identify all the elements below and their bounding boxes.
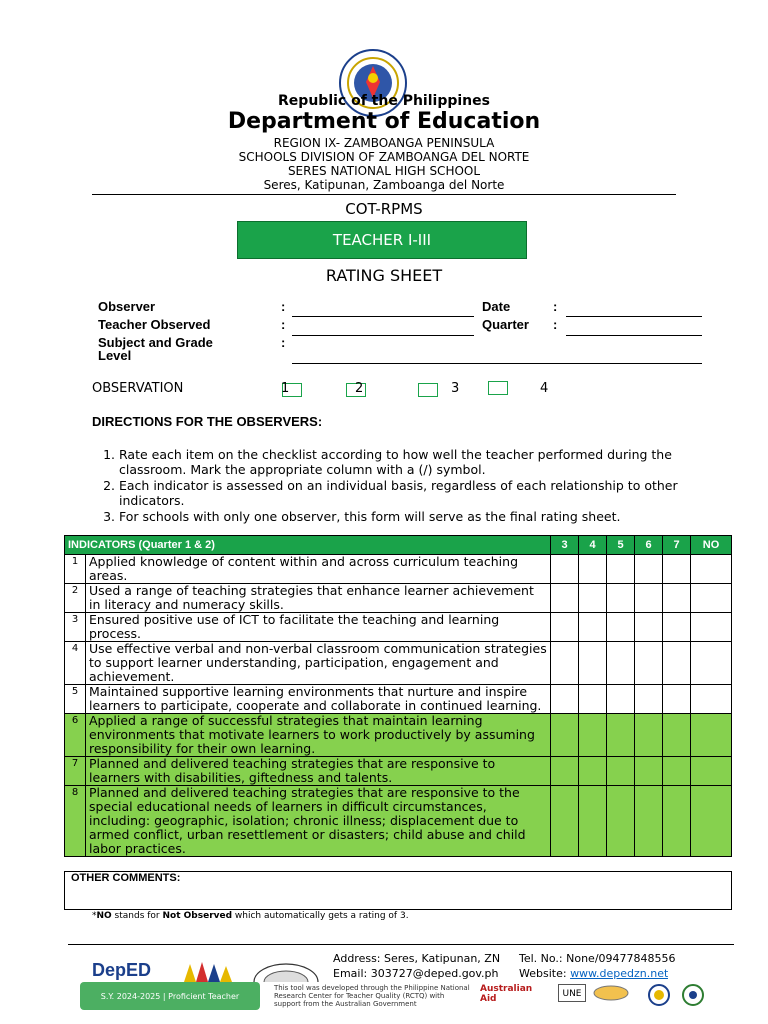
score-cell[interactable] (663, 714, 691, 757)
division-text: SCHOOLS DIVISION OF ZAMBOANGA DEL NORTE (238, 150, 530, 164)
row-number: 3 (65, 613, 86, 642)
table-row (65, 584, 732, 613)
deped-logo-text: DepED (92, 960, 152, 980)
note-tail: which automatically gets a rating of 3. (232, 911, 409, 921)
footer-divider (68, 944, 734, 945)
teacher-observed-label: Teacher Observed (98, 317, 211, 332)
score-cell[interactable] (551, 714, 579, 757)
score-cell[interactable] (663, 757, 691, 786)
score-cell[interactable] (607, 642, 635, 685)
school-seal-icon (252, 962, 320, 982)
indicator-text: Used a range of teaching strategies that enhance learner achievement in literacy and numeracy skills. (86, 584, 551, 613)
score-cell[interactable] (691, 786, 732, 857)
score-header-7: 7 (663, 536, 691, 555)
score-cell[interactable] (635, 714, 663, 757)
date-colon: : (553, 299, 558, 314)
score-cell[interactable] (663, 642, 691, 685)
department-title: Department of Education (227, 109, 541, 134)
score-header-3: 3 (551, 536, 579, 555)
score-cell[interactable] (579, 555, 607, 584)
score-cell[interactable] (691, 642, 732, 685)
footer-email: Email: 303727@deped.gov.ph (333, 967, 499, 980)
score-cell[interactable] (691, 685, 732, 714)
score-cell[interactable] (663, 685, 691, 714)
table-row (65, 757, 732, 786)
direction-item: 3. For schools with only one observer, this form will serve as the final rating sheet. (119, 509, 681, 524)
observation-checkbox-3[interactable] (418, 383, 438, 397)
note-star: * (92, 911, 97, 921)
score-header-6: 6 (635, 536, 663, 555)
quarter-field[interactable] (566, 334, 702, 336)
subject-grade-label-2: Level (98, 348, 132, 363)
indicator-text: Use effective verbal and non-verbal classroom communication strategies to support learner understanding, participation, engagement and achievement. (86, 642, 551, 685)
date-field[interactable] (566, 315, 702, 317)
row-number: 2 (65, 584, 86, 613)
school-year-bar (80, 982, 260, 1010)
score-cell[interactable] (607, 757, 635, 786)
school-text: SERES NATIONAL HIGH SCHOOL (287, 164, 481, 178)
indicator-text: Applied knowledge of content within and across curriculum teaching areas. (86, 555, 551, 584)
teacher-observed-field[interactable] (292, 334, 474, 336)
row-number: 5 (65, 685, 86, 714)
other-comments-box[interactable] (64, 871, 732, 910)
indicator-text: Applied a range of successful strategies that maintain learning environments that motivate learners to work productively by assuming responsibility for their own learning. (86, 714, 551, 757)
region-text: REGION IX- ZAMBOANGA PENINSULA (273, 136, 495, 150)
indicator-text: Planned and delivered teaching strategies that are responsive to the special educational needs of learners in difficult circumstances, including: geographic, isolation; chronic illness; displacement due to armed conflict, urban resettlement or disasters; child abuse and child labor practices. (86, 786, 551, 857)
footer-address: Address: Seres, Katipunan, ZN (333, 952, 501, 965)
score-cell[interactable] (663, 613, 691, 642)
footer-tel: Tel. No.: None/09477848556 (519, 952, 676, 965)
score-cell[interactable] (551, 786, 579, 857)
other-comments-label: OTHER COMMENTS: (71, 872, 181, 884)
score-cell[interactable] (691, 714, 732, 757)
observation-option-1: 1 (281, 381, 290, 396)
subject-grade-colon: : (281, 335, 286, 350)
score-cell[interactable] (691, 555, 732, 584)
observer-field[interactable] (292, 315, 474, 317)
observer-label: Observer (98, 299, 156, 314)
note-not-observed: Not Observed (162, 911, 233, 921)
score-cell[interactable] (635, 613, 663, 642)
table-row (65, 714, 732, 757)
score-cell[interactable] (579, 757, 607, 786)
score-cell[interactable] (635, 757, 663, 786)
score-cell[interactable] (635, 642, 663, 685)
deped-logo (92, 960, 164, 980)
observation-checkbox-4[interactable] (488, 381, 508, 395)
row-number: 6 (65, 714, 86, 757)
directions-list (91, 447, 681, 525)
row-number: 7 (65, 757, 86, 786)
score-cell[interactable] (691, 584, 732, 613)
partner-seal-icon (646, 984, 672, 1006)
observation-option-3: 3 (451, 381, 460, 396)
score-cell[interactable] (635, 786, 663, 857)
score-cell[interactable] (551, 757, 579, 786)
website-label: Website: (519, 967, 571, 980)
teacher-level-banner (237, 221, 527, 259)
bagong-pilipinas-logo-icon (180, 960, 236, 982)
table-row (65, 555, 732, 584)
note-mid: stands for (111, 911, 163, 921)
header-divider (92, 194, 676, 195)
table-row (65, 685, 732, 714)
quarter-label: Quarter (482, 317, 529, 332)
school-year-text: S.Y. 2024-2025 | Proficient Teacher (100, 991, 240, 1001)
score-cell[interactable] (579, 786, 607, 857)
footer-website (519, 967, 668, 981)
table-row (65, 786, 732, 857)
teacher-level-text: TEACHER I-III (332, 231, 432, 249)
score-cell[interactable] (551, 642, 579, 685)
score-cell[interactable] (635, 555, 663, 584)
score-cell[interactable] (579, 613, 607, 642)
indicator-text: Planned and delivered teaching strategies that are responsive to learners with disabilities, giftedness and talents. (86, 757, 551, 786)
row-number: 4 (65, 642, 86, 685)
observation-option-2: 2 (355, 381, 364, 396)
indicators-table (64, 535, 732, 857)
quarter-colon: : (553, 317, 558, 332)
observer-colon: : (281, 299, 286, 314)
score-cell[interactable] (691, 757, 732, 786)
score-cell[interactable] (607, 555, 635, 584)
australian-aid-logo: Australian Aid (480, 984, 533, 1004)
republic-title: Republic of the Philippines (278, 93, 490, 109)
score-cell[interactable] (551, 584, 579, 613)
score-cell[interactable] (607, 786, 635, 857)
form-title: COT-RPMS (345, 200, 423, 218)
score-cell[interactable] (607, 584, 635, 613)
teacher-observed-colon: : (281, 317, 286, 332)
score-cell[interactable] (635, 685, 663, 714)
score-header-4: 4 (579, 536, 607, 555)
score-cell[interactable] (691, 613, 732, 642)
subject-grade-label: Subject and Grade (98, 335, 213, 350)
observation-label: OBSERVATION (92, 381, 184, 396)
indicator-text: Maintained supportive learning environments that nurture and inspire learners to participate, cooperate and collaborate in continued learning. (86, 685, 551, 714)
score-header-no: NO (691, 536, 732, 555)
score-cell[interactable] (635, 584, 663, 613)
score-cell[interactable] (579, 714, 607, 757)
score-cell[interactable] (579, 685, 607, 714)
direction-item: 2. Each indicator is assessed on an individual basis, regardless of each relationship to other indicators. (119, 478, 681, 508)
observation-option-4: 4 (540, 381, 549, 396)
score-cell[interactable] (607, 613, 635, 642)
score-cell[interactable] (551, 685, 579, 714)
direction-item: 1. Rate each item on the checklist according to how well the teacher performed during the classroom. Mark the appropriate column with a (/) symbol. (119, 447, 681, 477)
indicator-text: Ensured positive use of ICT to facilitate the teaching and learning process. (86, 613, 551, 642)
date-label: Date (482, 299, 511, 314)
rating-sheet-title: RATING SHEET (325, 266, 443, 285)
note-no: NO (96, 911, 112, 921)
score-cell[interactable] (663, 584, 691, 613)
row-number: 1 (65, 555, 86, 584)
not-observed-note (92, 911, 409, 921)
score-cell[interactable] (663, 786, 691, 857)
row-number: 8 (65, 786, 86, 857)
score-cell[interactable] (551, 555, 579, 584)
score-header-5: 5 (607, 536, 635, 555)
score-cell[interactable] (663, 555, 691, 584)
score-cell[interactable] (579, 642, 607, 685)
school-address-text: Seres, Katipunan, Zamboanga del Norte (263, 178, 505, 192)
score-cell[interactable] (579, 584, 607, 613)
score-cell[interactable] (607, 685, 635, 714)
table-row (65, 642, 732, 685)
partner-swirl-icon (680, 984, 706, 1006)
rctq-note: This tool was developed through the Philippine National Research Center for Teacher Quality (RCTQ) with support from the Australian Government (274, 984, 470, 1008)
score-cell[interactable] (607, 714, 635, 757)
subject-grade-field[interactable] (292, 362, 702, 364)
website-link[interactable]: www.depedzn.net (570, 967, 669, 980)
table-row (65, 613, 732, 642)
score-cell[interactable] (551, 613, 579, 642)
une-logo: UNE (558, 984, 586, 1002)
indicators-header: INDICATORS (Quarter 1 & 2) (65, 536, 551, 555)
partner-logo-icon (592, 984, 630, 1002)
directions-title: DIRECTIONS FOR THE OBSERVERS: (92, 414, 323, 429)
